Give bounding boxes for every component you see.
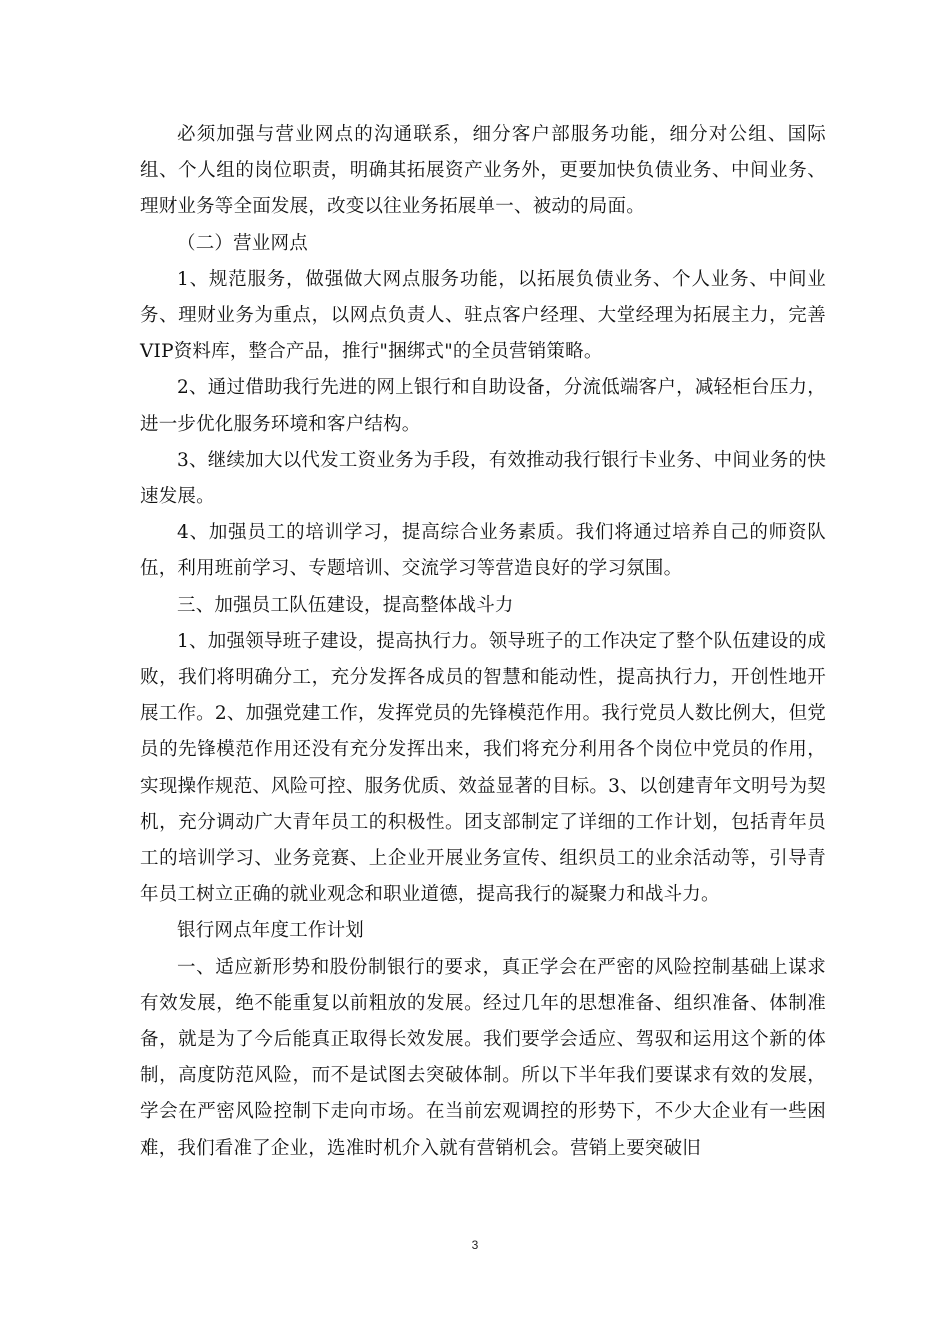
paragraph-1: 必须加强与营业网点的沟通联系，细分客户部服务功能，细分对公组、国际组、个人组的岗位职责，明确其拓展资产业务外，更要加快负债业务、中间业务、理财业务等全面发展，改变以往业务拓展单一、被动的局面。 <box>140 124 826 218</box>
section-heading-business-outlets: （二）营业网点 <box>177 232 308 254</box>
paragraph-item-4: 4、加强员工的培训学习，提高综合业务素质。我们将通过培养自己的师资队伍，利用班前学习、专题培训、交流学习等营造良好的学习氛围。 <box>140 522 826 580</box>
paragraph-annual-plan-1: 一、适应新形势和股份制银行的要求，真正学会在严密的风险控制基础上谋求有效发展，绝不能重复以前粗放的发展。经过几年的思想准备、组织准备、体制准备，就是为了今后能真正取得长效发展。我们要学会适应、驾驭和运用这个新的体制，高度防范风险，而不是试图去突破体制。所以下半年我们要谋求有效的发展，学会在严密风险控制下走向市场。在当前宏观调控的形势下，不少大企业有一些困难，我们看准了企业，选准时机介入就有营销机会。营销上要突破旧 <box>140 956 826 1159</box>
section-heading-staff-building: 三、加强员工队伍建设，提高整体战斗力 <box>177 594 514 616</box>
paragraph-item-1: 1、规范服务，做强做大网点服务功能，以拓展负债业务、个人业务、中间业务、理财业务为重点，以网点负责人、驻点客户经理、大堂经理为拓展主力，完善VIP资料库，整合产品，推行"捆绑式"的全员营销策略。 <box>140 268 826 363</box>
paragraph-item-2: 2、通过借助我行先进的网上银行和自助设备，分流低端客户，减轻柜台压力，进一步优化服务环境和客户结构。 <box>140 377 826 435</box>
document-body <box>140 117 826 1167</box>
paragraph-staff-building: 1、加强领导班子建设，提高执行力。领导班子的工作决定了整个队伍建设的成败，我们将明确分工，充分发挥各成员的智慧和能动性，提高执行力，开创性地开展工作。2、加强党建工作，发挥党员的先锋模范作用。我行党员人数比例大，但党员的先锋模范作用还没有充分发挥出来，我们将充分利用各个岗位中党员的作用，实现操作规范、风险可控、服务优质、效益显著的目标。3、以创建青年文明号为契机，充分调动广大青年员工的积极性。团支部制定了详细的工作计划，包括青年员工的培训学习、业务竞赛、上企业开展业务宣传、组织员工的业余活动等，引导青年员工树立正确的就业观念和职业道德，提高我行的凝聚力和战斗力。 <box>140 630 826 906</box>
document-title-annual-plan: 银行网点年度工作计划 <box>177 920 365 942</box>
paragraph-item-3: 3、继续加大以代发工资业务为手段，有效推动我行银行卡业务、中间业务的快速发展。 <box>140 449 826 508</box>
page-number: 3 <box>471 1238 479 1252</box>
